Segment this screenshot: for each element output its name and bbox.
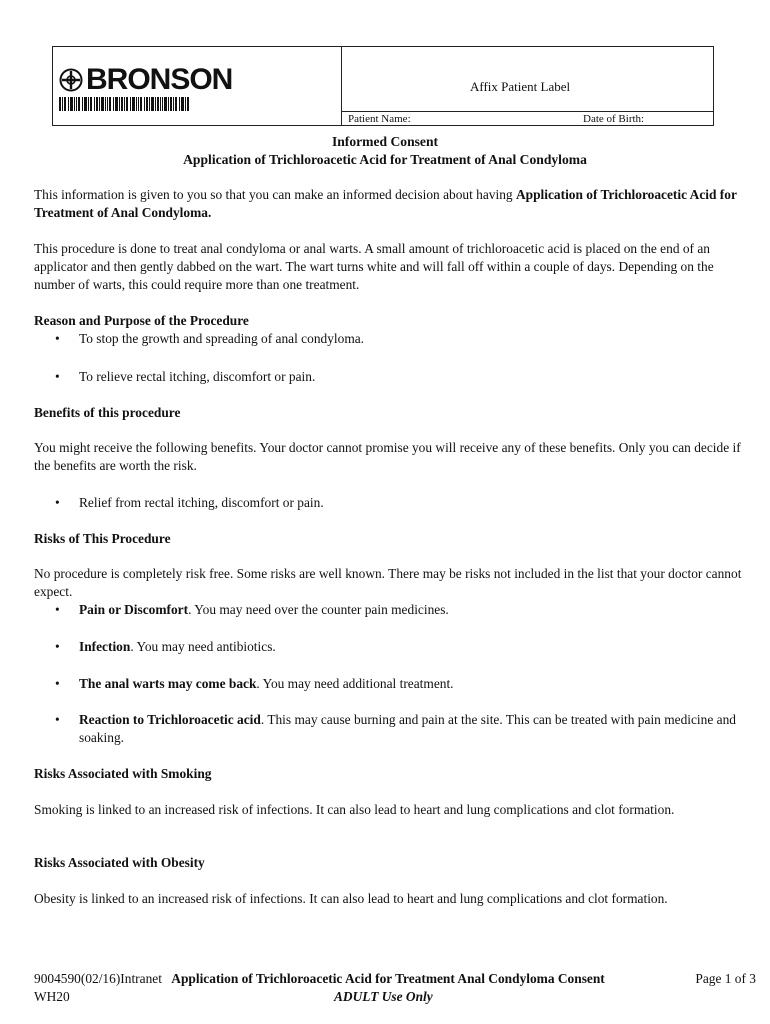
bullet-icon: • [55,369,60,384]
patient-info-line [342,111,714,127]
bronson-emblem-icon [59,68,83,92]
bullet-icon: • [55,602,60,617]
bullet-icon: • [55,712,60,727]
smoking-paragraph: Smoking is linked to an increased risk of infections. It can also lead to heart and lung complications and clot formation. [34,802,675,817]
affix-patient-label: Affix Patient Label [470,79,571,94]
risk-detail: . You may need over the counter pain medicines. [188,602,449,617]
bullet-icon: • [55,676,60,691]
page-number: Page 1 of 3 [695,971,756,986]
reason-heading: Reason and Purpose of the Procedure [34,313,249,328]
list-item-text: To stop the growth and spreading of anal condyloma. [79,331,365,346]
list-item-text [79,638,739,656]
risk-detail: . You may need antibiotics. [130,639,276,654]
risk-name: The anal warts may come back [79,676,257,691]
page-footer [34,970,756,1006]
list-item-text [79,711,739,747]
smoking-heading: Risks Associated with Smoking [34,766,212,781]
date-of-birth-label: Date of Birth: [583,113,645,125]
benefits-paragraph: You might receive the following benefits. Your doctor cannot promise you will receive any of these benefits. Only you can decide if the benefits are worth the risk. [34,440,741,473]
intro-text: This information is given to you so that you can make an informed decision about having [34,187,516,202]
procedure-paragraph: This procedure is done to treat anal condyloma or anal warts. A small amount of trichloroacetic acid is placed on the end of an applicator and then gently dabbed on the wart. The wart turns white and will fall off within a couple of days. Depending on the number of warts, this could require more than one treatment. [34,241,714,292]
adult-use-only: ADULT Use Only [334,989,433,1004]
patient-label-box [52,46,714,126]
list-item-text [79,675,739,693]
page-title: Informed Consent [331,134,439,149]
intro-bold-text: Application of Trichloroacetic Acid for Treatment of Anal Condyloma. [34,187,737,220]
logo-cell [53,47,342,126]
logo-text: BRONSON [86,63,233,96]
obesity-paragraph: Obesity is linked to an increased risk of infections. It can also lead to heart and lung complications and clot formation. [34,891,668,906]
form-code: 9004590(02/16)Intranet [34,971,162,986]
patient-name-label: Patient Name: [348,113,411,125]
bullet-icon: • [55,639,60,654]
intro-paragraph [34,186,746,222]
barcode [59,97,189,111]
list-item-text: Relief from rectal itching, discomfort or pain. [79,495,324,510]
risks-paragraph: No procedure is completely risk free. Some risks are well known. There may be risks not included in the list that your doctor cannot expect. [34,566,742,599]
obesity-heading: Risks Associated with Obesity [34,855,205,870]
bullet-icon: • [55,495,60,510]
form-code-2: WH20 [34,989,70,1004]
risk-detail: . This may cause burning and pain at the site. This can be treated with pain medicine and soaking. [79,712,736,745]
risk-detail: . You may need additional treatment. [256,676,454,691]
form-title: Application of Trichloroacetic Acid for Treatment Anal Condyloma Consent [171,971,605,986]
bullet-icon: • [55,331,60,346]
benefits-heading: Benefits of this procedure [34,405,181,420]
list-item-text: To relieve rectal itching, discomfort or pain. [79,369,316,384]
bronson-logo [59,65,232,95]
risk-name: Reaction to Trichloroacetic acid [79,712,261,727]
risk-name: Pain or Discomfort [79,602,189,617]
page-subtitle: Application of Trichloroacetic Acid for Treatment of Anal Condyloma [183,152,587,167]
list-item-text [79,601,739,619]
risk-name: Infection [79,639,131,654]
risks-heading: Risks of This Procedure [34,531,171,546]
